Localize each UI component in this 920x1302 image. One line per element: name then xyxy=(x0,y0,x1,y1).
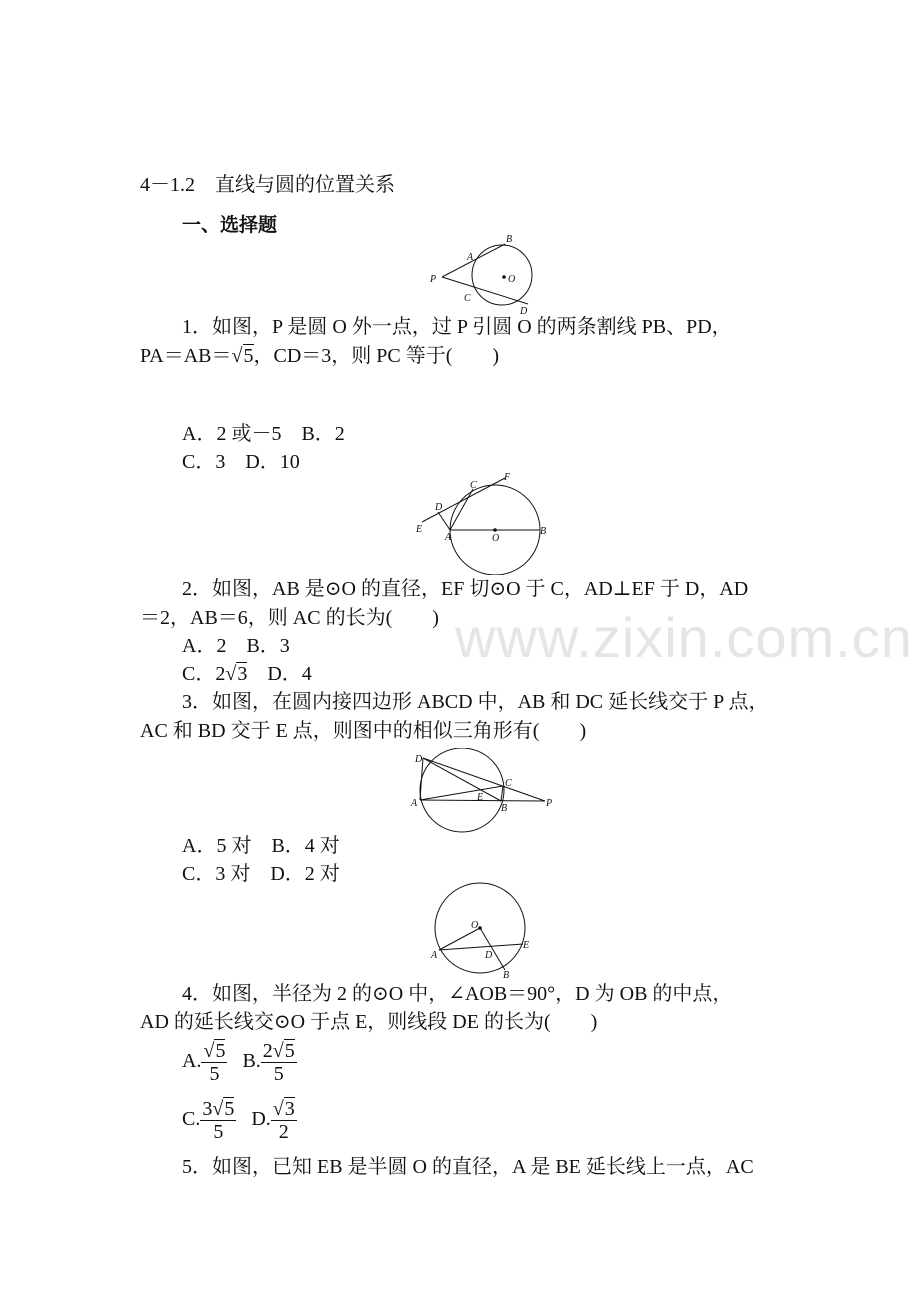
fig1-label-b: B xyxy=(506,234,513,245)
fig2-label-o: O xyxy=(492,533,500,544)
q2-line1: 2．如图，AB 是⊙O 的直径，EF 切⊙O 于 C，AD⊥EF 于 D，AD xyxy=(182,578,749,600)
q2-line2: ＝2，AB＝6，则 AC 的长为( ) xyxy=(140,607,439,629)
q2-options-ab: A．2 B．3 xyxy=(182,635,290,657)
fig3-label-b: B xyxy=(501,803,508,814)
fig1-label-o: O xyxy=(508,274,516,285)
q1-options-ab: A．2 或－5 B．2 xyxy=(182,423,345,445)
fig3-label-c: C xyxy=(505,778,512,789)
fig4-label-b: B xyxy=(503,970,510,980)
fig4-label-d: D xyxy=(485,950,493,961)
q2-options-cd: C．2√3 D．4 xyxy=(182,663,312,685)
q1-options-cd: C．3 D．10 xyxy=(182,451,300,473)
fig3-label-a: A xyxy=(411,798,418,809)
figure-3 xyxy=(405,748,565,839)
q3-options-cd: C．3 对 D．2 对 xyxy=(182,863,340,885)
fig4-label-o: O xyxy=(471,920,479,931)
watermark: www.zixin.com.cn xyxy=(455,606,913,669)
figure-4 xyxy=(425,882,545,985)
q4-options-cd: C. $\frac{3√5}{5}$ D. $\frac{√3}{2}$ xyxy=(182,1098,295,1143)
fig2-label-b: B xyxy=(540,526,547,537)
q3-line1: 3．如图，在圆内接四边形 ABCD 中，AB 和 DC 延长线交于 P 点， xyxy=(182,691,769,713)
q3-line2: AC 和 BD 交于 E 点，则图中的相似三角形有( ) xyxy=(140,720,587,742)
fig2-label-c: C xyxy=(470,480,477,491)
fig4-label-e: E xyxy=(523,940,530,951)
fig3-label-e: E xyxy=(477,792,484,803)
fig2-label-a: A xyxy=(445,532,452,543)
fig1-label-d: D xyxy=(520,306,528,317)
part-heading: 一、选择题 xyxy=(182,214,278,236)
figure-2 xyxy=(410,470,560,580)
q3-options-ab: A．5 对 B．4 对 xyxy=(182,835,340,857)
q4-options-ab: A. $\frac{√5}{5}$ B. $\frac{2√5}{5}$ xyxy=(182,1040,295,1085)
fig3-label-d: D xyxy=(415,754,423,765)
figure-1 xyxy=(420,230,550,323)
q5-line1: 5．如图，已知 EB 是半圆 O 的直径，A 是 BE 延长线上一点，AC xyxy=(182,1156,754,1178)
fig3-label-p: P xyxy=(546,798,553,809)
section-title: 4－1.2 直线与圆的位置关系 xyxy=(140,174,395,196)
fig2-label-d: D xyxy=(435,502,443,513)
q1-line1: 1．如图，P 是圆 O 外一点，过 P 引圆 O 的两条割线 PB、PD， xyxy=(182,316,732,338)
q1-line2: PA＝AB＝√5，CD＝3，则 PC 等于( ) xyxy=(140,345,500,367)
q4-line1: 4．如图，半径为 2 的⊙O 中，∠AOB＝90°，D 为 OB 的中点， xyxy=(182,983,733,1005)
fig4-label-a: A xyxy=(431,950,438,961)
fig1-label-a: A xyxy=(467,252,474,263)
fig2-label-f: F xyxy=(504,472,511,483)
fig2-label-e: E xyxy=(416,524,423,535)
fig1-label-c: C xyxy=(464,293,471,304)
fig1-label-p: P xyxy=(430,274,437,285)
q4-line2: AD 的延长线交⊙O 于点 E，则线段 DE 的长为( ) xyxy=(140,1011,598,1033)
